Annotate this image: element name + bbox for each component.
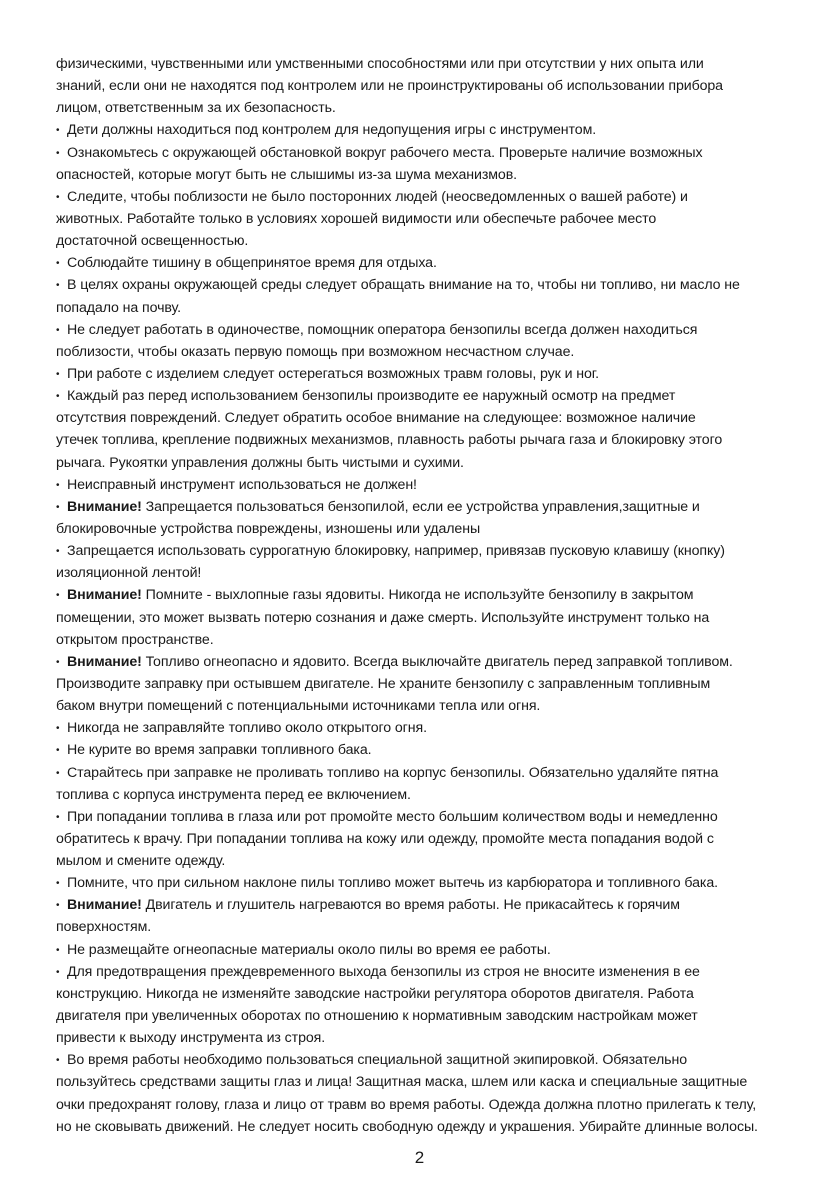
text-line bbox=[56, 142, 786, 164]
text-line bbox=[56, 186, 786, 208]
line-text: топлива с корпуса инструмента перед ее включением. bbox=[56, 786, 411, 803]
text-line bbox=[56, 540, 786, 562]
line-text: поверхностям. bbox=[56, 919, 152, 936]
line-text: знаний, если они не находятся под контролем или не проинструктированы об использовании прибора bbox=[56, 78, 723, 95]
text-line bbox=[56, 1005, 786, 1027]
text-line bbox=[56, 762, 786, 784]
text-line bbox=[56, 164, 786, 186]
text-line bbox=[56, 363, 786, 385]
line-text: Помните, что при сильном наклоне пилы топливо может вытечь из карбюратора и топливного бака. bbox=[67, 875, 718, 892]
text-line bbox=[56, 1116, 786, 1138]
line-text: открытом пространстве. bbox=[56, 631, 214, 648]
warning-label: Внимание! bbox=[67, 498, 142, 515]
bullet-marker: • bbox=[56, 546, 60, 558]
line-text: помещении, это может вызвать потерю сознания и даже смерть. Используйте инструмент только на bbox=[56, 609, 710, 626]
bullet-marker: • bbox=[56, 745, 60, 757]
line-text: попадало на почву. bbox=[56, 299, 181, 316]
text-line bbox=[56, 407, 786, 429]
line-text: рычага. Рукоятки управления должны быть чистыми и сухими. bbox=[56, 454, 464, 471]
line-text: Ознакомьтесь с окружающей обстановкой вокруг рабочего места. Проверьте наличие возможных bbox=[67, 144, 703, 161]
bullet-marker: • bbox=[56, 811, 60, 823]
line-text: лицом, ответственным за их безопасность. bbox=[56, 100, 336, 117]
line-text: очки предохранят голову, глаза и лицо от травм во время работы. Одежда должна плотно прилегать к телу, bbox=[56, 1096, 757, 1113]
line-text: изоляционной лентой! bbox=[56, 565, 202, 582]
line-text: мылом и смените одежду. bbox=[56, 853, 226, 870]
text-line bbox=[56, 230, 786, 252]
text-line bbox=[56, 850, 786, 872]
text-line bbox=[56, 983, 786, 1005]
line-text: конструкцию. Никогда не изменяйте заводские настройки регулятора оборотов двигателя. Работа bbox=[56, 985, 694, 1002]
bullet-marker: • bbox=[56, 878, 60, 890]
text-line bbox=[56, 1049, 786, 1071]
warning-label: Внимание! bbox=[67, 897, 142, 914]
line-text: физическими, чувственными или умственными способностями или при отсутствии у них опыта или bbox=[56, 56, 704, 72]
line-text: При работе с изделием следует остерегаться возможных травм головы, рук и ног. bbox=[67, 365, 599, 382]
line-text: Двигатель и глушитель нагреваются во время работы. Не прикасайтесь к горячим bbox=[145, 897, 680, 914]
bullet-marker: • bbox=[56, 656, 60, 668]
line-text: Во время работы необходимо пользоваться специальной защитной экипировкой. Обязательно bbox=[67, 1052, 688, 1069]
text-line bbox=[56, 673, 786, 695]
warning-label: Внимание! bbox=[67, 653, 142, 670]
line-text: животных. Работайте только в условиях хорошей видимости или обеспечьте рабочее место bbox=[56, 210, 657, 227]
text-line bbox=[56, 75, 786, 97]
text-line bbox=[56, 518, 786, 540]
line-text: Старайтесь при заправке не проливать топливо на корпус бензопилы. Обязательно удаляйте пятна bbox=[67, 764, 719, 781]
text-line bbox=[56, 341, 786, 363]
line-text: Производите заправку при остывшем двигателе. Не храните бензопилу с заправленным топливным bbox=[56, 675, 711, 692]
text-line bbox=[56, 717, 786, 739]
text-line bbox=[56, 961, 786, 983]
document-body bbox=[56, 53, 786, 1138]
text-line bbox=[56, 1094, 786, 1116]
page-number: 2 bbox=[414, 1148, 425, 1167]
bullet-marker: • bbox=[56, 590, 60, 602]
line-text: Запрещается пользоваться бензопилой, если ее устройства управления,защитные и bbox=[145, 498, 700, 515]
line-text: утечек топлива, крепление подвижных механизмов, плавность работы рычага газа и блокировку этого bbox=[56, 432, 723, 449]
bullet-marker: • bbox=[56, 147, 60, 159]
bullet-marker: • bbox=[56, 900, 60, 912]
text-line bbox=[56, 429, 786, 451]
line-text: блокировочные устройства повреждены, изношены или удалены bbox=[56, 520, 481, 537]
line-text: Помните - выхлопные газы ядовиты. Никогда не используйте бензопилу в закрытом bbox=[145, 587, 694, 604]
line-text: Запрещается использовать суррогатную блокировку, например, привязав пусковую клавишу (кнопку) bbox=[67, 543, 725, 560]
bullet-marker: • bbox=[56, 125, 60, 137]
text-line bbox=[56, 119, 786, 141]
text-line bbox=[56, 496, 786, 518]
bullet-marker: • bbox=[56, 280, 60, 292]
line-text: пользуйтесь средствами защиты глаз и лица! Защитная маска, шлем или каска и специальные защитные bbox=[56, 1074, 748, 1091]
line-text: опасностей, которые могут быть не слышимы из-за шума механизмов. bbox=[56, 166, 517, 183]
line-text: При попадании топлива в глаза или рот промойте место большим количеством воды и немедленно bbox=[67, 808, 718, 825]
line-text: Неисправный инструмент использоваться не должен! bbox=[67, 476, 417, 493]
text-line bbox=[56, 1027, 786, 1049]
line-text: двигателя при увеличенных оборотах по отношению к нормативным заводским настройкам может bbox=[56, 1008, 698, 1025]
line-text: отсутствия повреждений. Следует обратить особое внимание на следующее: возможное наличие bbox=[56, 410, 696, 427]
text-line bbox=[56, 297, 786, 319]
line-text: обратитесь к врачу. При попадании топлива на кожу или одежду, промойте места попадания водой с bbox=[56, 830, 714, 847]
text-line bbox=[56, 828, 786, 850]
text-line bbox=[56, 695, 786, 717]
line-text: Для предотвращения преждевременного выхода бензопилы из строя не вносите изменения в ее bbox=[67, 963, 700, 980]
bullet-marker: • bbox=[56, 944, 60, 956]
bullet-marker: • bbox=[56, 723, 60, 735]
line-text: Никогда не заправляйте топливо около открытого огня. bbox=[67, 720, 427, 737]
bullet-marker: • bbox=[56, 479, 60, 491]
bullet-marker: • bbox=[56, 767, 60, 779]
text-line bbox=[56, 274, 786, 296]
text-line bbox=[56, 53, 786, 75]
text-line bbox=[56, 894, 786, 916]
line-text: Топливо огнеопасно и ядовито. Всегда выключайте двигатель перед заправкой топливом. bbox=[145, 653, 733, 670]
line-text: Соблюдайте тишину в общепринятое время для отдыха. bbox=[67, 255, 437, 272]
bullet-marker: • bbox=[56, 368, 60, 380]
line-text: Не следует работать в одиночестве, помощник оператора бензопилы всегда должен находиться bbox=[67, 321, 698, 338]
line-text: В целях охраны окружающей среды следует обращать внимание на то, чтобы ни топливо, ни масло не bbox=[67, 277, 740, 294]
text-line bbox=[56, 385, 786, 407]
text-line bbox=[56, 562, 786, 584]
bullet-marker: • bbox=[56, 258, 60, 270]
text-line bbox=[56, 607, 786, 629]
line-text: Дети должны находиться под контролем для недопущения игры с инструментом. bbox=[67, 122, 597, 139]
line-text: поблизости, чтобы оказать первую помощь при возможном несчастном случае. bbox=[56, 343, 575, 360]
line-text: Следите, чтобы поблизости не было посторонних людей (неосведомленных о вашей работе) и bbox=[67, 188, 688, 205]
bullet-marker: • bbox=[56, 1055, 60, 1067]
text-line bbox=[56, 252, 786, 274]
bullet-marker: • bbox=[56, 191, 60, 203]
text-line bbox=[56, 584, 786, 606]
text-line bbox=[56, 474, 786, 496]
text-line bbox=[56, 208, 786, 230]
text-line bbox=[56, 97, 786, 119]
text-line bbox=[56, 872, 786, 894]
text-line bbox=[56, 916, 786, 938]
line-text: Не курите во время заправки топливного бака. bbox=[67, 742, 372, 759]
text-line bbox=[56, 806, 786, 828]
bullet-marker: • bbox=[56, 501, 60, 513]
line-text: Каждый раз перед использованием бензопилы производите ее наружный осмотр на предмет bbox=[67, 388, 676, 405]
line-text: Не размещайте огнеопасные материалы около пилы во время ее работы. bbox=[67, 941, 551, 958]
bullet-marker: • bbox=[56, 966, 60, 978]
text-line bbox=[56, 784, 786, 806]
bullet-marker: • bbox=[56, 324, 60, 336]
line-text: достаточной освещенностью. bbox=[56, 233, 249, 250]
text-line bbox=[56, 939, 786, 961]
line-text: привести к выходу инструмента из строя. bbox=[56, 1030, 326, 1047]
text-line bbox=[56, 739, 786, 761]
text-line bbox=[56, 629, 786, 651]
bullet-marker: • bbox=[56, 391, 60, 403]
line-text: но не сковывать движений. Не следует носить свободную одежду и украшения. Убирайте длинные волосы. bbox=[56, 1118, 758, 1135]
text-line bbox=[56, 452, 786, 474]
text-line bbox=[56, 1071, 786, 1093]
line-text: баком внутри помещений с потенциальными источниками тепла или огня. bbox=[56, 698, 541, 715]
text-line bbox=[56, 319, 786, 341]
warning-label: Внимание! bbox=[67, 587, 142, 604]
text-line bbox=[56, 651, 786, 673]
